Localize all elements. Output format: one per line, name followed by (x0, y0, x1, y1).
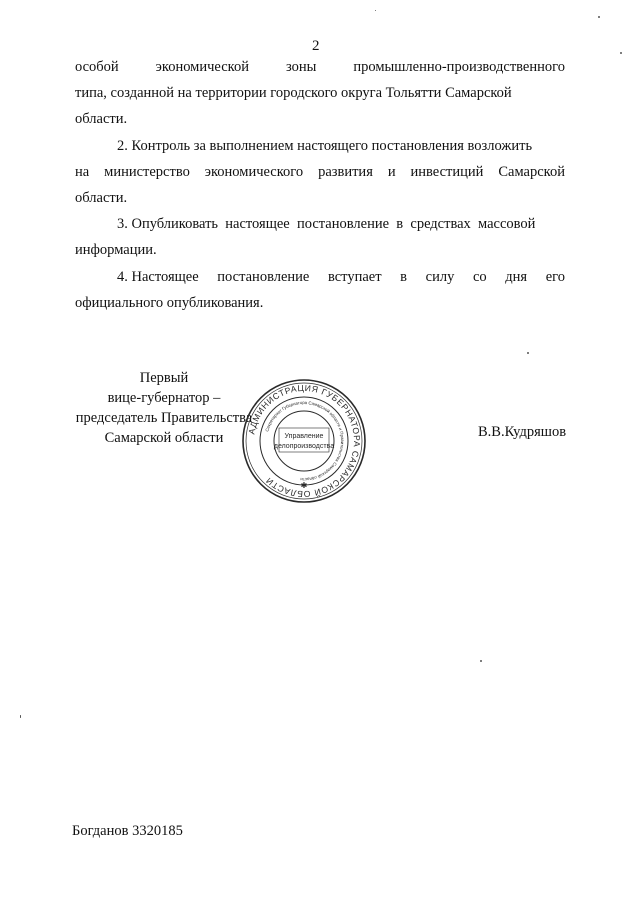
word: экономической (155, 59, 249, 75)
paragraph-line: области. (75, 190, 128, 206)
paragraph-line: типа, созданной на территории городского округа Тольятти Самарской (75, 85, 512, 101)
word: 4. Настоящее (117, 269, 199, 285)
seal-center-line: Управление (284, 433, 324, 440)
scan-speck (20, 715, 21, 718)
word: его (545, 269, 565, 285)
paragraph-line: информации. (75, 242, 157, 258)
signatory-title (60, 368, 268, 448)
official-seal (241, 378, 367, 504)
executor-note: Богданов 3320185 (72, 823, 183, 839)
word: Самарской (498, 164, 565, 180)
signatory-title-line: Первый (139, 370, 189, 386)
scan-speck (480, 660, 482, 662)
scan-speck (598, 16, 600, 18)
paragraph-effect-clause (75, 264, 565, 316)
paragraph-line: области. (75, 111, 128, 127)
seal-star-icon: ✱ (300, 481, 308, 490)
word: зоны (285, 59, 317, 75)
seal-graphic (241, 378, 367, 504)
seal-center-line: делопроизводства (273, 443, 335, 450)
signatory-title-line: вице-губернатор – (107, 390, 221, 406)
paragraph-publish-clause (75, 211, 565, 263)
word: промышленно-производственного (353, 59, 565, 75)
word: со (472, 269, 487, 285)
paragraph-control-clause (75, 133, 565, 211)
paragraph-line (75, 159, 565, 185)
word: министерство (104, 164, 190, 180)
scan-speck (620, 52, 622, 54)
paragraph-line: официального опубликования. (75, 295, 264, 311)
paragraph-sez-continuation (75, 54, 565, 132)
scan-speck (375, 10, 376, 11)
signatory-name: В.В.Кудряшов (478, 424, 567, 440)
page-number: 2 (312, 38, 320, 54)
word: на (75, 164, 90, 180)
word: силу (425, 269, 455, 285)
paragraph-line: 3. Опубликовать настоящее постановление в средствах массовой (117, 216, 536, 232)
word: развития (318, 164, 373, 180)
word: инвестиций (410, 164, 484, 180)
word: постановление (217, 269, 310, 285)
scan-speck (527, 352, 529, 354)
word: вступает (327, 269, 382, 285)
signatory-title-line: председатель Правительства (75, 410, 253, 426)
seal-outer-text: АДМИНИСТРАЦИЯ ГУБЕРНАТОРА САМАРСКОЙ ОБЛАСТИ (246, 382, 363, 500)
word: в (400, 269, 408, 285)
paragraph-line (75, 54, 565, 80)
word: дня (505, 269, 528, 285)
word: и (387, 164, 396, 180)
paragraph-line: 2. Контроль за выполнением настоящего постановления возложить (117, 138, 533, 154)
paragraph-line (75, 264, 565, 290)
word: экономического (204, 164, 304, 180)
seal-inner-text: Секретариат Губернатора Самарской области и Правительства Самарской области (264, 399, 346, 483)
signatory-title-line: Самарской области (104, 430, 224, 446)
word: особой (75, 59, 119, 75)
